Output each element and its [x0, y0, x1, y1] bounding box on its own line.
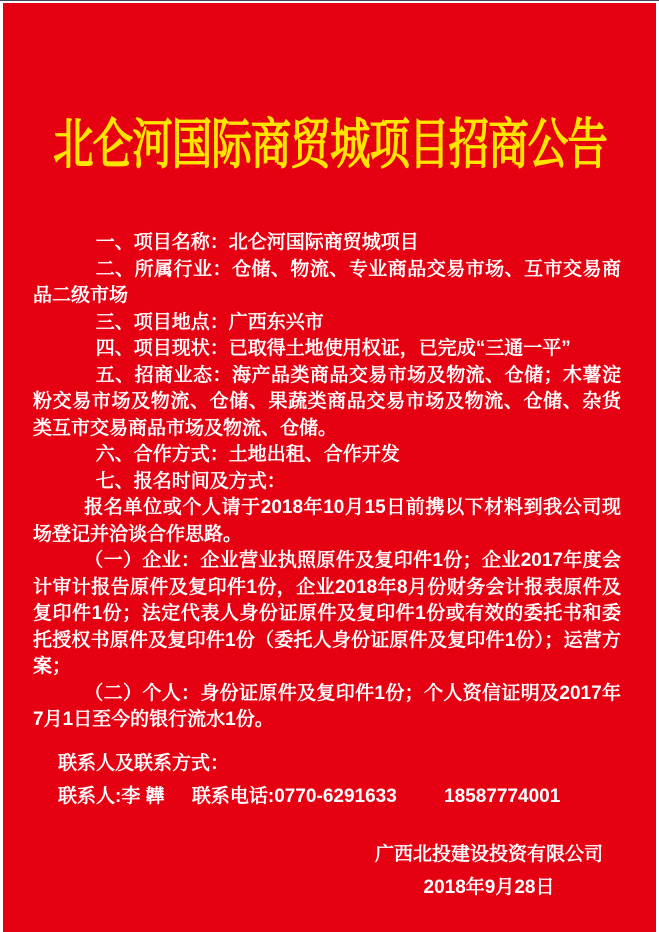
poster-title: 北仑河国际商贸城项目招商公告 [52, 114, 607, 176]
announcement-body [33, 230, 621, 734]
contact-phone-alt: 18587774001 [444, 786, 561, 807]
contact-heading: 联系人及联系方式： [58, 753, 230, 774]
signoff-company: 广西北投建设投资有限公司 [374, 844, 603, 865]
item-registration-time: 七、报名时间及方式： [95, 470, 286, 492]
item-location: 三、项目地点：广西东兴市 [95, 311, 324, 333]
announcement-poster [3, 3, 656, 932]
item-cooperation-mode: 六、合作方式：土地出租、合作开发 [95, 444, 400, 465]
item-industry: 二、所属行业：仓储、物流、专业商品交易市场、互市交易商品二级市场 [33, 258, 621, 306]
enterprise-requirements: （一）企业：企业营业执照原件及复印件1份；企业2017年度会计审计报告原件及复印件1份，企业2018年8月份财务会计报表原件及复印件1份；法定代表人身份证原件及复印件1份或有效的委托书和委托授权书原件及复印件1份（委托人身份证原件及复印件1份）；运营方案； [33, 550, 621, 677]
item-business-types: 五、招商业态：海产品类商品交易市场及物流、仓储；木薯淀粉交易市场及物流、仓储、果蔬类商品交易市场及物流、仓储、杂货类互市交易商品市场及物流、仓储。 [33, 364, 621, 439]
contact-phone: 联系电话:0770-6291633 [191, 786, 397, 807]
item-project-name: 一、项目名称：北仑河国际商贸城项目 [95, 232, 419, 253]
contact-block [58, 747, 560, 813]
contact-line [58, 780, 560, 813]
title-wrap [3, 100, 656, 176]
signoff-block [319, 838, 659, 904]
signoff-date: 2018年9月28日 [423, 877, 555, 898]
contact-person: 联系人:李 韡 [58, 786, 165, 807]
item-status: 四、项目现状：已取得土地使用权证，已完成“三通一平” [95, 338, 571, 359]
individual-requirements: （二）个人：身份证原件及复印件1份；个人资信证明及2017年7月1日至今的银行流水1份。 [33, 682, 621, 730]
registration-instructions: 报名单位或个人请于2018年10月15日前携以下材料到我公司现场登记并洽谈合作思路。 [33, 497, 621, 545]
